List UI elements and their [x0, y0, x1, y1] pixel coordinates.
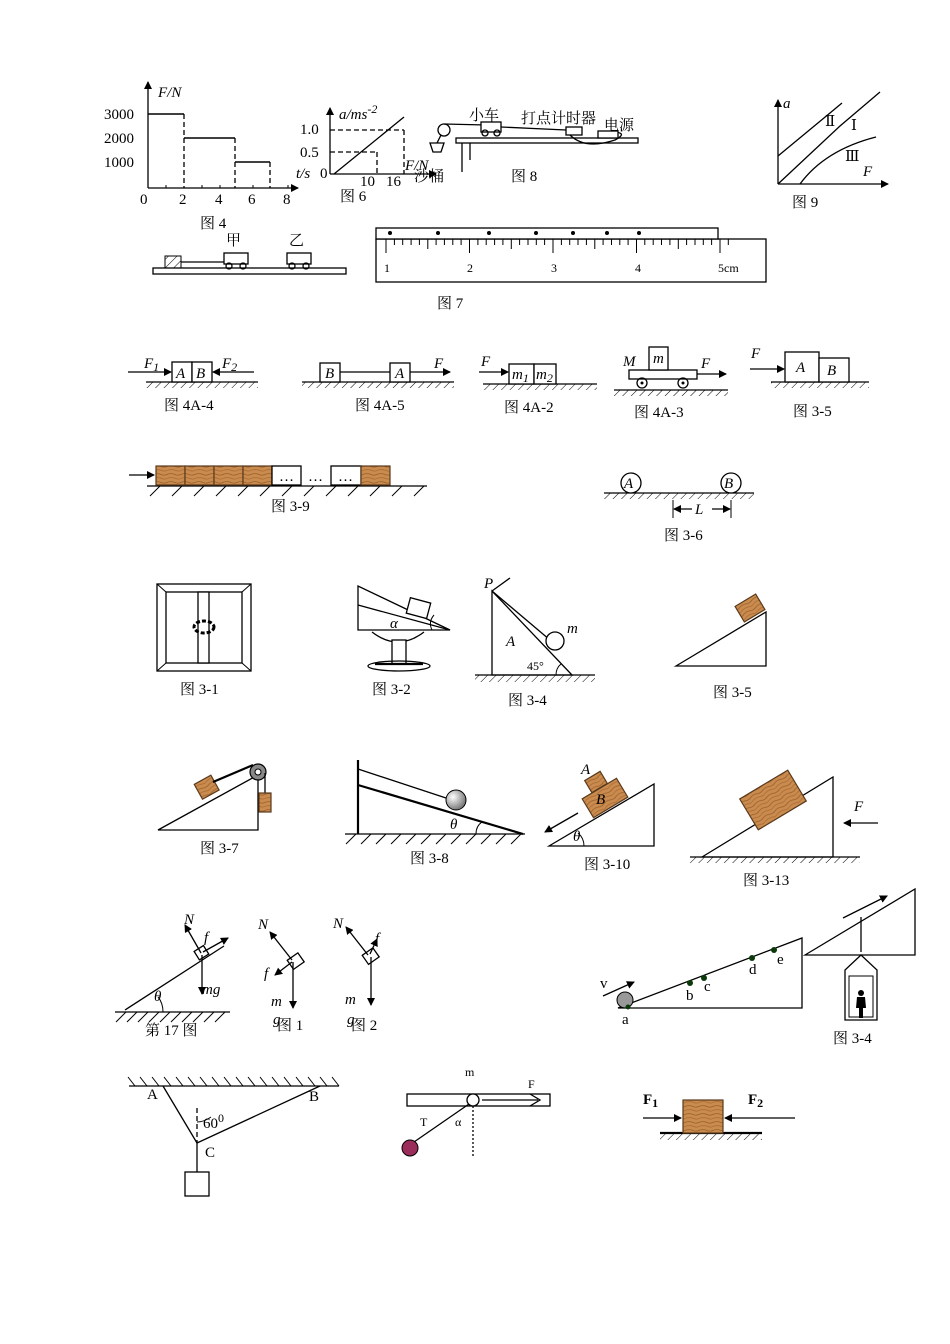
figure-4a-5 [302, 356, 454, 414]
ball-mass-m: m [567, 621, 578, 637]
fig17-caption: 第 17 图 [145, 1023, 198, 1039]
point-d: d [749, 962, 757, 978]
angle-alpha: α [390, 616, 398, 632]
figure-4a-2 [479, 354, 597, 416]
figure-abc-hanging-weight [128, 1077, 339, 1196]
force-f: F [854, 799, 864, 815]
force-f2: F [748, 1092, 758, 1108]
angle-theta: θ [450, 817, 458, 833]
fig8-cart-label: 小车 [469, 108, 500, 124]
block-a: A [581, 762, 591, 778]
force-f1: F [144, 356, 154, 372]
point-e: e [777, 952, 784, 968]
mass-m1: m [512, 367, 523, 383]
distance-l: L [695, 502, 704, 518]
figure-6-acceleration-force-graph [296, 102, 436, 205]
block-b: B [596, 792, 606, 808]
svg-text:600 [203, 1111, 224, 1132]
fig-t1-caption: 图 1 [277, 1018, 304, 1034]
fig39-caption: 图 3-9 [271, 499, 310, 515]
point-c: c [704, 979, 711, 995]
ruler-tick-4: 4 [635, 261, 641, 275]
point-c: C [205, 1145, 216, 1161]
fig9-y-axis-label: a [783, 96, 791, 112]
fig8-timer-label: 打点计时器 [521, 111, 597, 127]
figure-3-4-incline-points-elevator [600, 889, 915, 1047]
force-f1-sub: 1 [652, 1096, 659, 1110]
block-b: B [196, 366, 206, 382]
fig9-curve-II: Ⅱ [825, 114, 836, 130]
fig6-y-tick-0.5: 0.5 [300, 145, 319, 161]
svg-text:a/ms-2 [339, 102, 377, 123]
point-b: B [309, 1089, 320, 1105]
fig4-x-tick-6: 6 [248, 192, 256, 208]
figure-17-force-diagram [115, 912, 230, 1039]
fig35a-caption: 图 3-5 [793, 404, 832, 420]
svg-text:F2 [748, 1092, 763, 1110]
fig6-y-tick-1.0: 1.0 [300, 122, 319, 138]
fig4-y-tick-2000: 2000 [104, 131, 134, 147]
fig4a5-caption: 图 4A-5 [355, 398, 405, 414]
block-b: B [325, 366, 335, 382]
figure-3-4-wedge-ball [475, 576, 595, 709]
fig9-caption: 图 9 [792, 195, 819, 211]
fig8-caption: 图 8 [511, 169, 538, 185]
fig38-caption: 图 3-8 [410, 851, 449, 867]
force-f: F [434, 356, 444, 372]
fig37-caption: 图 3-7 [200, 841, 239, 857]
fig4-x-tick-0: 0 [140, 192, 148, 208]
fig4-x-tick-2: 2 [179, 192, 187, 208]
fig4-y-axis-label: F/N [158, 85, 182, 101]
block-a: A [176, 366, 186, 382]
fig310-caption: 图 3-10 [584, 857, 631, 873]
mass-m2-sub: 2 [546, 371, 553, 385]
two-carts-figure [153, 232, 346, 274]
figure-4a-4 [128, 356, 258, 414]
fig6-caption: 图 6 [340, 189, 367, 205]
figure-4a-3 [614, 347, 728, 421]
velocity-v: v [600, 976, 608, 992]
fig34b-caption: 图 3-4 [833, 1031, 872, 1047]
fig9-curve-III: Ⅲ [845, 149, 860, 165]
fig4-x-tick-4: 4 [215, 192, 223, 208]
ball-b: B [724, 476, 734, 492]
figure-3-5-incline-block [676, 594, 766, 701]
svg-text:F1 [143, 356, 159, 374]
figure-two-forces-block [643, 1092, 795, 1140]
force-f: f [375, 931, 380, 947]
angle-45: 45° [527, 659, 544, 673]
figure-3-2-incline-stand [358, 586, 450, 698]
force-f1: F [643, 1092, 653, 1108]
fig36-caption: 图 3-6 [664, 528, 703, 544]
fig9-curve-I: Ⅰ [851, 118, 857, 134]
tension-t: T [420, 1115, 428, 1129]
force-f2-sub: 2 [231, 360, 238, 374]
block-b: B [827, 363, 837, 379]
ball-a: A [624, 476, 634, 492]
fig313-caption: 图 3-13 [743, 873, 790, 889]
mass-m1-sub: 1 [522, 371, 529, 385]
gravity-g: g [273, 1012, 281, 1028]
point-b: b [686, 988, 694, 1004]
fig6-x-axis-label: F/N [405, 158, 429, 174]
force-f: F [751, 346, 761, 362]
figure-1-force-diagram [257, 917, 304, 1034]
figure-4-force-time-graph [104, 82, 298, 232]
dots-1: … [279, 469, 294, 485]
force-n: N [258, 917, 269, 933]
fig4-y-tick-3000: 3000 [104, 107, 134, 123]
fig8-power-label: 电源 [604, 118, 635, 134]
force-f1-sub: 1 [153, 360, 160, 374]
figure-3-13-block-on-wedge [690, 770, 878, 889]
fig6-zero: 0 [320, 166, 328, 182]
fig32-caption: 图 3-2 [372, 682, 411, 698]
angle-theta: θ [573, 829, 581, 845]
point-a: a [622, 1012, 629, 1028]
mass-m2: m [536, 367, 547, 383]
svg-text:F1 [643, 1092, 658, 1110]
gravity-g: g [347, 1012, 355, 1028]
force-n: N [333, 916, 344, 932]
fig8-bucket-label: 沙桶 [414, 169, 445, 185]
fig-t2-caption: 图 2 [351, 1018, 378, 1034]
figure-2-force-diagram [332, 916, 381, 1034]
ruler-tick-2: 2 [467, 261, 473, 275]
figure-3-1-frame [157, 584, 251, 698]
angle-60: 60 [203, 1116, 218, 1132]
force-n: N [184, 912, 195, 928]
angle-alpha: α [455, 1115, 462, 1129]
figure-rod-pendulum [402, 1065, 550, 1158]
force-f: F [701, 356, 711, 372]
figure-9-acceleration-force-curves [778, 92, 888, 211]
fig4-caption: 图 4 [200, 216, 227, 232]
figure-3-10-stacked-blocks [545, 762, 654, 873]
point-p: P [484, 576, 494, 592]
fig4-x-tick-8: 8 [283, 192, 291, 208]
angle-degree: 0 [218, 1111, 224, 1125]
figure-8-cart-timer-apparatus [414, 107, 638, 185]
mass-big-m: M [623, 354, 636, 370]
mass-m: m [271, 994, 282, 1010]
ruler-tick-5cm: 5cm [718, 261, 739, 275]
force-f2: F [222, 356, 232, 372]
mass-m: m [345, 992, 356, 1008]
mass-m: m [465, 1065, 475, 1079]
figure-3-7-pulley-incline [158, 764, 271, 857]
mass-small-m: m [653, 351, 664, 367]
angle-theta: θ [154, 989, 162, 1005]
fig34-caption: 图 3-4 [508, 693, 547, 709]
force-f: f [204, 930, 209, 946]
force-f: F [481, 354, 491, 370]
fig4a4-caption: 图 4A-4 [164, 398, 214, 414]
figure-3-5-blocks [750, 346, 869, 420]
fig4a3-caption: 图 4A-3 [634, 405, 684, 421]
fig35b-caption: 图 3-5 [713, 685, 752, 701]
figure-7-ruler-tape [376, 228, 766, 312]
fig9-x-axis-label: F [863, 164, 873, 180]
figure-3-8-ball-on-incline [345, 760, 525, 867]
fig4a2-caption: 图 4A-2 [504, 400, 554, 416]
block-a: A [796, 360, 806, 376]
figure-3-9-block-row [129, 466, 427, 515]
force-f: F [528, 1077, 535, 1091]
svg-text:F2 [221, 356, 237, 374]
fig7-caption: 图 7 [437, 296, 464, 312]
weight-mg: mg [202, 982, 221, 998]
point-a: A [147, 1087, 158, 1103]
ruler-tick-3: 3 [551, 261, 557, 275]
wedge-a: A [506, 634, 516, 650]
block-a: A [395, 366, 405, 382]
fig31-caption: 图 3-1 [180, 682, 219, 698]
fig4-y-tick-1000: 1000 [104, 155, 134, 171]
force-f2-sub: 2 [757, 1096, 764, 1110]
fig6-y-axis-exponent: -2 [367, 102, 378, 116]
fig6-x-tick-16: 16 [386, 174, 401, 190]
figure-3-6-two-balls [604, 473, 754, 544]
cart-right-label: 乙 [289, 233, 305, 249]
ruler-tick-1: 1 [384, 261, 390, 275]
fig6-y-axis-label: a/ms [339, 107, 368, 123]
fig6-x-tick-10: 10 [360, 174, 375, 190]
cart-left-label: 甲 [226, 233, 242, 249]
dots-3: … [338, 469, 353, 485]
dots-2: … [308, 469, 323, 485]
fig6-t-label: t/s [296, 166, 311, 182]
force-f: f [264, 966, 269, 982]
